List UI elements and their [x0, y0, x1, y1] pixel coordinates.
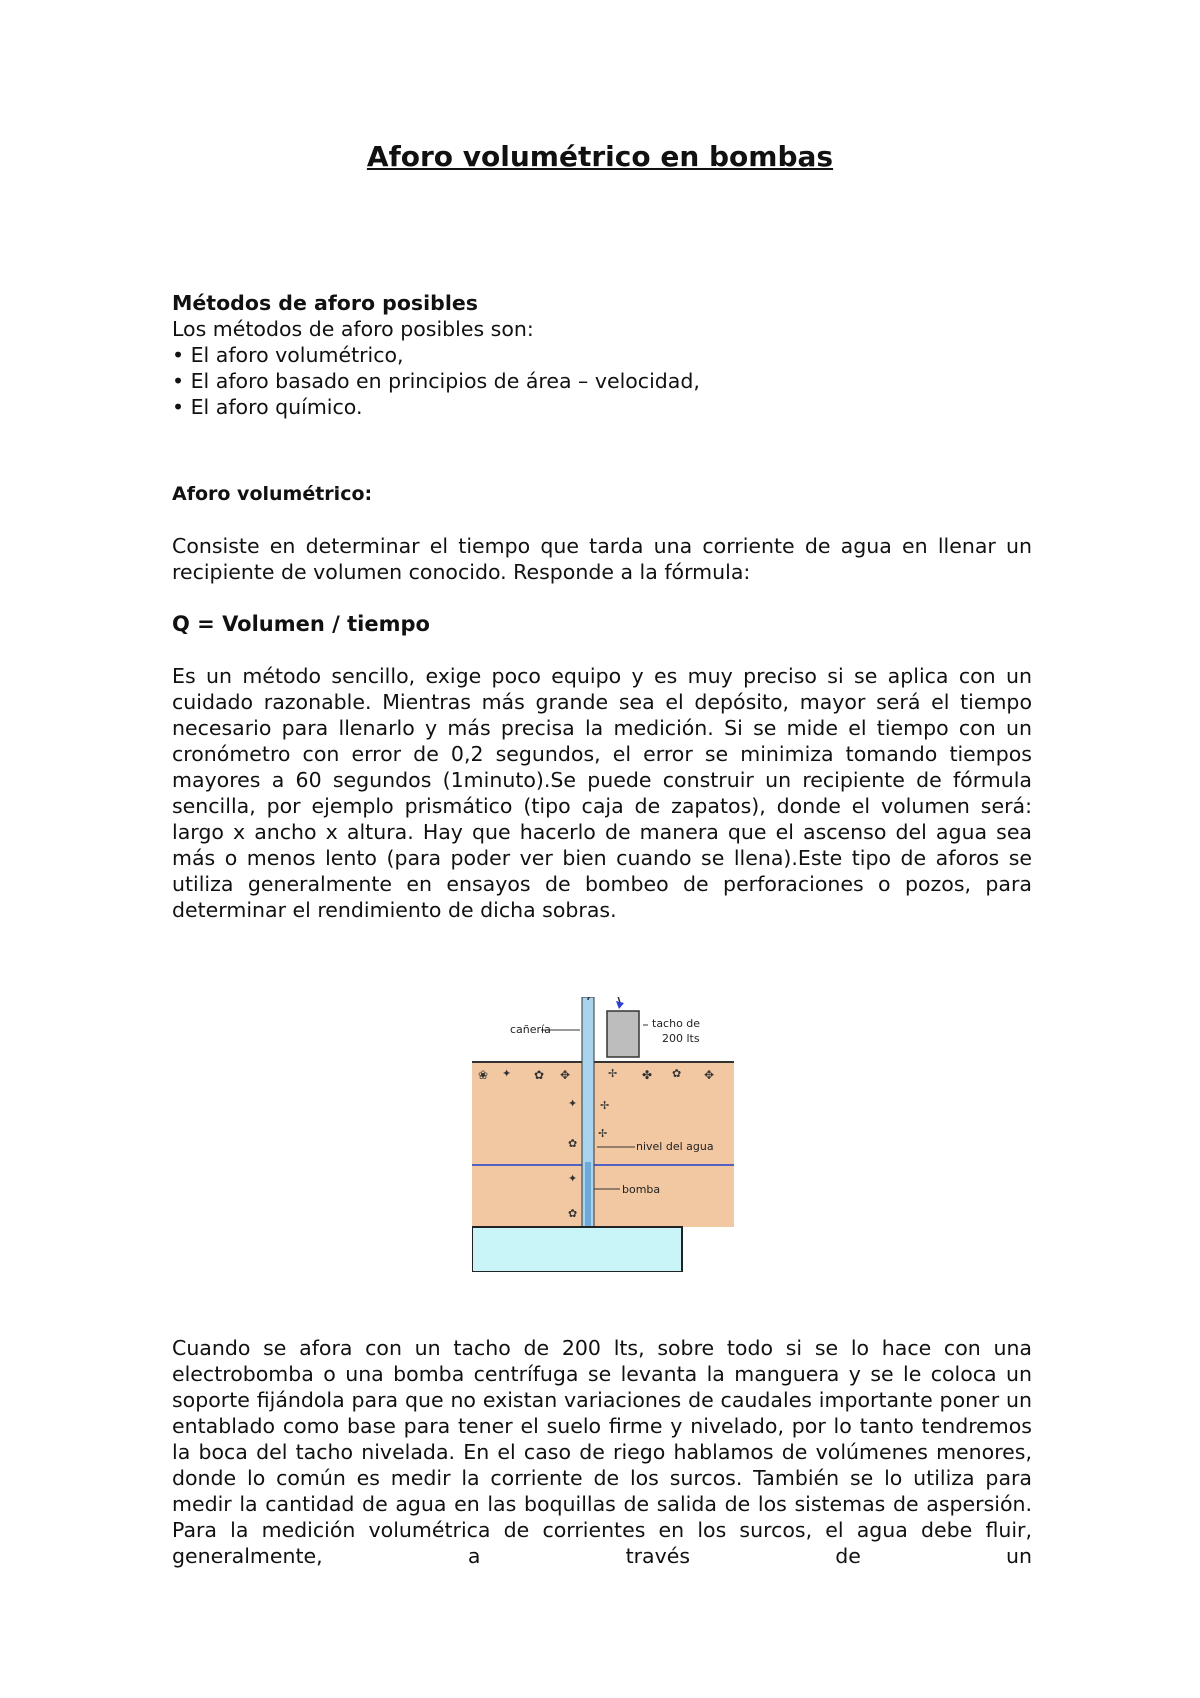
svg-text:✿: ✿ [534, 1068, 545, 1082]
label-tank-line-2: 200 lts [662, 1032, 700, 1045]
list-item: • El aforo químico. [172, 394, 1032, 420]
closing-section [172, 1335, 1032, 1569]
svg-text:❀: ❀ [478, 1068, 489, 1082]
flow-formula: Q = Volumen / tiempo [172, 612, 430, 636]
svg-text:✢: ✢ [608, 1067, 618, 1080]
volumetric-heading: Aforo volumétrico: [172, 483, 373, 505]
label-pump: bomba [622, 1183, 661, 1196]
volumetric-paragraph-2: Es un método sencillo, exige poco equipo y es muy preciso si se aplica con un cuidado razonable. Mientras más grande sea el depósito, mayor será el tiempo necesario para llenarlo y más precisa la medición. Si se mide el tiempo con un cronómetro con error de 0,2 segundos, el error se minimiza tomando tiempos mayores a 60 segundos (1minuto).Se puede construir un recipiente de fórmula sencilla, por ejemplo prismático (tipo caja de zapatos), donde el volumen será: largo x ancho x altura. Hay que hacerlo de manera que el ascenso del agua sea más o menos lento (para poder ver bien cuando se llena).Este tipo de aforos se utiliza generalmente en ensayos de bombeo de perforaciones o pozos, para determinar el rendimiento de dicha sobras. [172, 664, 1032, 922]
svg-text:✥: ✥ [704, 1068, 715, 1082]
svg-text:✿: ✿ [568, 1137, 578, 1150]
label-tank-line-1: tacho de [652, 1017, 701, 1030]
svg-text:✢: ✢ [600, 1099, 610, 1112]
label-water-level: nivel del agua [636, 1140, 714, 1153]
svg-text:✿: ✿ [672, 1067, 682, 1080]
page-title: Aforo volumétrico en bombas [366, 140, 834, 173]
tank-200l [607, 1011, 639, 1057]
svg-text:✤: ✤ [642, 1068, 653, 1082]
methods-list [172, 342, 1032, 420]
aquifer-box [472, 1227, 682, 1272]
list-item: • El aforo volumétrico, [172, 342, 1032, 368]
svg-text:✦: ✦ [568, 1097, 578, 1110]
svg-text:✦: ✦ [502, 1067, 512, 1080]
svg-text:✥: ✥ [560, 1068, 571, 1082]
svg-text:✦: ✦ [568, 1172, 578, 1185]
volumetric-section [172, 481, 1032, 923]
pump-diagram [472, 997, 734, 1272]
outflow-arrow [616, 1001, 624, 1009]
methods-heading: Métodos de aforo posibles [172, 291, 478, 315]
list-item: • El aforo basado en principios de área – velocidad, [172, 368, 1032, 394]
closing-paragraph: Cuando se afora con un tacho de 200 lts, sobre todo si se lo hace con una electrobomba o una bomba centrífuga se levanta la manguera y se le coloca un soporte fijándola para que no existan variaciones de caudales importante poner un entablado como base para tener el suelo firme y nivelado, por lo tanto tendremos la boca del tacho nivelada. En el caso de riego hablamos de volúmenes menores, donde lo común es medir la corriente de los surcos. También se lo utiliza para medir la cantidad de agua en las boquillas de salida de los sistemas de aspersión. Para la medición volumétrica de corrientes en los surcos, el agua debe fluir, generalmente, a través de un [172, 1336, 1032, 1568]
methods-section [172, 290, 1032, 420]
svg-text:✢: ✢ [598, 1127, 608, 1140]
methods-intro: Los métodos de aforo posibles son: [172, 317, 534, 341]
volumetric-paragraph-1: Consiste en determinar el tiempo que tarda una corriente de agua en llenar un recipiente de volumen conocido. Responde a la fórmula: [172, 534, 1032, 584]
label-pipe: cañería [510, 1023, 551, 1036]
svg-text:✿: ✿ [568, 1207, 578, 1220]
